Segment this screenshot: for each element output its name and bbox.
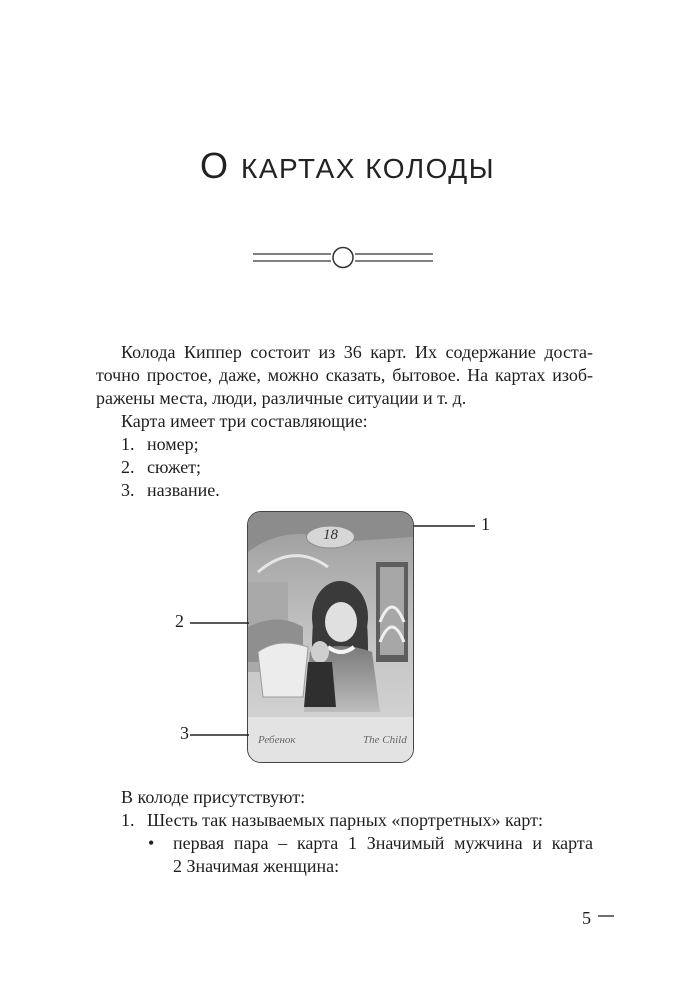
sub-item-line-2: 2 Значимая женщина:: [173, 856, 340, 876]
list-item-number: 1.: [121, 810, 135, 830]
page-number-rule: [596, 906, 616, 926]
sub-item-line-1: первая пара – карта 1 Значимый мужчина и карта: [173, 833, 593, 853]
intro-line-1: Колода Киппер состоит из 36 карт. Их содержание доста-: [121, 342, 593, 362]
list-item-number: 3.: [121, 480, 135, 500]
card-number: 18: [323, 527, 338, 543]
list-item: номер;: [147, 434, 199, 454]
callout-number-2: 2: [175, 611, 184, 631]
components-lead: Карта имеет три составляющие:: [121, 411, 368, 431]
callout-number-3: 3: [180, 723, 189, 743]
intro-line-3: ражены места, люди, различные ситуации и т. д.: [96, 388, 467, 408]
card-name-en: The Child: [363, 734, 407, 746]
bullet-icon: •: [148, 833, 155, 853]
list-item: сюжет;: [147, 457, 202, 477]
callout-number-1: 1: [481, 514, 490, 534]
list-item-number: 2.: [121, 457, 135, 477]
page-title: О КАРТАХ КОЛОДЫ: [200, 145, 495, 186]
list-item: Шесть так называемых парных «портретных» карт:: [147, 810, 544, 830]
list-item: название.: [147, 480, 220, 500]
intro-line-2: точно простое, даже, можно сказать, бытовое. На картах изоб-: [96, 365, 593, 385]
list-item-number: 1.: [121, 434, 135, 454]
page-number: 5: [582, 908, 591, 928]
deck-lead: В колоде присутствуют:: [121, 787, 306, 807]
card-name-ru: Ребенок: [258, 734, 296, 746]
